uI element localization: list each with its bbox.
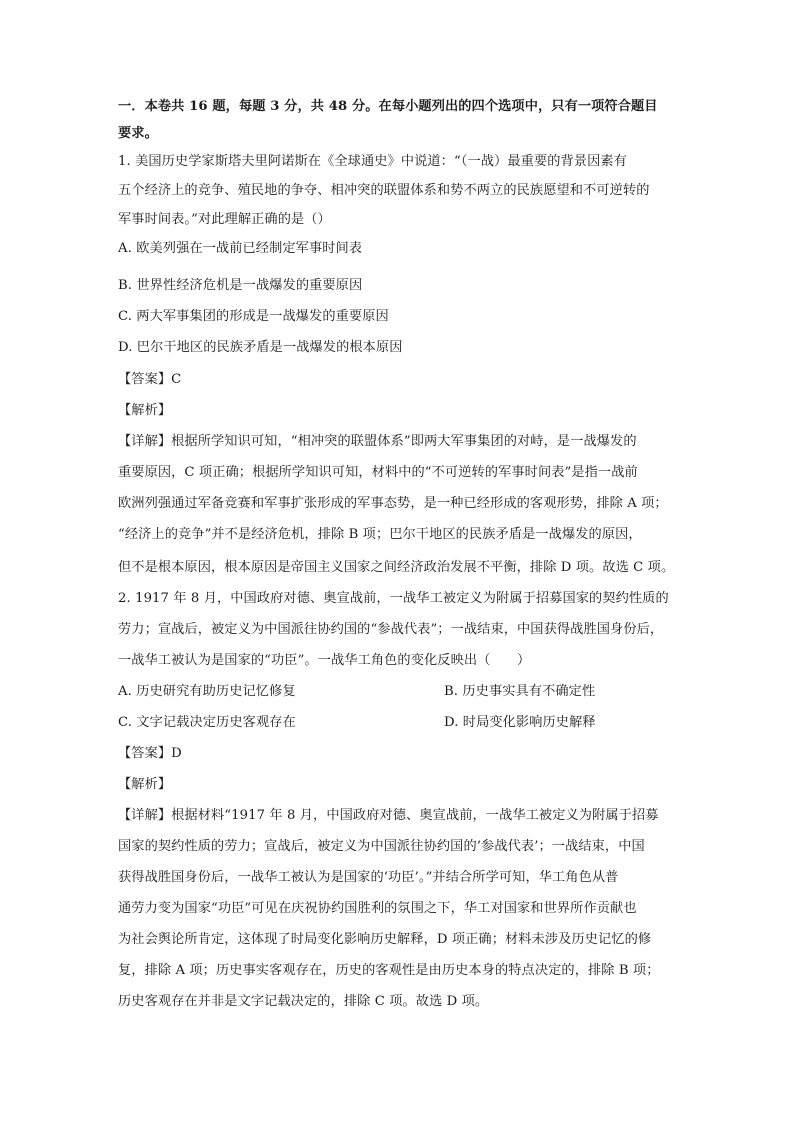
q1-stem-line-3: 军事时间表。”对此理解正确的是（）	[118, 212, 331, 227]
q2-stem-line-1: 2. 1917 年 8 月，中国政府对德、奥宣战前，一战华工被定义为附属于招募国家的契约性质的	[118, 591, 669, 606]
q1-analysis-label: 【解析】	[118, 403, 172, 418]
q2-option-b: B. 历史事实具有不确定性	[444, 684, 596, 699]
q2-option-d: D. 时局变化影响历史解释	[444, 715, 596, 730]
q1-option-c: C. 两大军事集团的形成是一战爆发的重要原因	[118, 309, 389, 324]
q1-option-b: B. 世界性经济危机是一战爆发的重要原因	[118, 278, 363, 293]
q2-detail-line-5: 为社会舆论所肯定，这体现了时局变化影响历史解释，D 项正确；材料未涉及历史记忆的修	[118, 932, 652, 947]
q2-detail-line-1: 【详解】根据材料“1917 年 8 月，中国政府对德、奥宣战前，一战华工被定义为附属于招募	[118, 808, 659, 823]
q2-detail-line-6: 复，排除 A 项；历史事实客观存在，历史的客观性是由历史本身的特点决定的，排除 B 项；	[118, 963, 660, 978]
q1-detail-line-1: 【详解】根据所学知识可知，“相冲突的联盟体系”即两大军事集团的对峙，是一战爆发的	[118, 434, 637, 449]
q1-option-d: D. 巴尔干地区的民族矛盾是一战爆发的根本原因	[118, 340, 403, 355]
q1-detail-line-4: “经济上的竞争”并不是经济危机，排除 B 项；巴尔干地区的民族矛盾是一战爆发的原因，	[118, 527, 642, 542]
q2-detail-line-7: 历史客观存在并非是文字记载决定的，排除 C 项。故选 D 项。	[118, 994, 489, 1009]
q2-detail-line-2: 国家的契约性质的劳力；宣战后，被定义为中国派往协约国的‘参战代表’；一战结束，中国	[118, 839, 645, 854]
q1-detail-line-2: 重要原因，C 项正确；根据所学知识可知，材料中的“不可逆转的军事时间表”是指一战前	[118, 465, 638, 480]
q2-stem-line-3: 一战华工被认为是国家的“功臣”。一战华工角色的变化反映出（ ）	[118, 653, 531, 668]
q2-answer: 【答案】D	[118, 746, 182, 761]
q2-stem-line-2: 劳力；宣战后，被定义为中国派往协约国的“参战代表”；一战结束，中国获得战胜国身份后，	[118, 622, 664, 637]
q1-stem-line-1: 1. 美国历史学家斯塔夫里阿诺斯在《全球通史》中说道：“（一战）最重要的背景因素有	[118, 154, 627, 169]
q2-option-c: C. 文字记载决定历史客观存在	[118, 715, 296, 730]
q1-stem-line-2: 五个经济上的竞争、殖民地的争夺、相冲突的联盟体系和势不两立的民族愿望和不可逆转的	[118, 183, 650, 198]
q2-detail-line-4: 通劳力变为国家“功臣”可见在庆祝协约国胜利的氛围之下，华工对国家和世界所作贡献也	[118, 901, 637, 916]
section-heading-line-2: 要求。	[118, 126, 158, 141]
q1-detail-line-5: 但不是根本原因，根本原因是帝国主义国家之间经济政治发展不平衡，排除 D 项。故选 C 项。	[118, 560, 675, 575]
section-heading-line-1: 一．本卷共 16 题，每题 3 分，共 48 分。在每小题列出的四个选项中，只有一项符合题目	[118, 99, 658, 114]
q2-detail-line-3: 获得战胜国身份后，一战华工被认为是国家的‘功臣’。”并结合所学可知，华工角色从普	[118, 870, 619, 885]
q1-option-a: A. 欧美列强在一战前已经制定军事时间表	[118, 241, 363, 256]
q2-option-a: A. 历史研究有助历史记忆修复	[118, 684, 296, 699]
q1-detail-line-3: 欧洲列强通过军备竞赛和军事扩张形成的军事态势，是一种已经形成的客观形势，排除 A 项；	[118, 496, 668, 511]
q2-analysis-label: 【解析】	[118, 777, 172, 792]
q1-answer: 【答案】C	[118, 372, 182, 387]
